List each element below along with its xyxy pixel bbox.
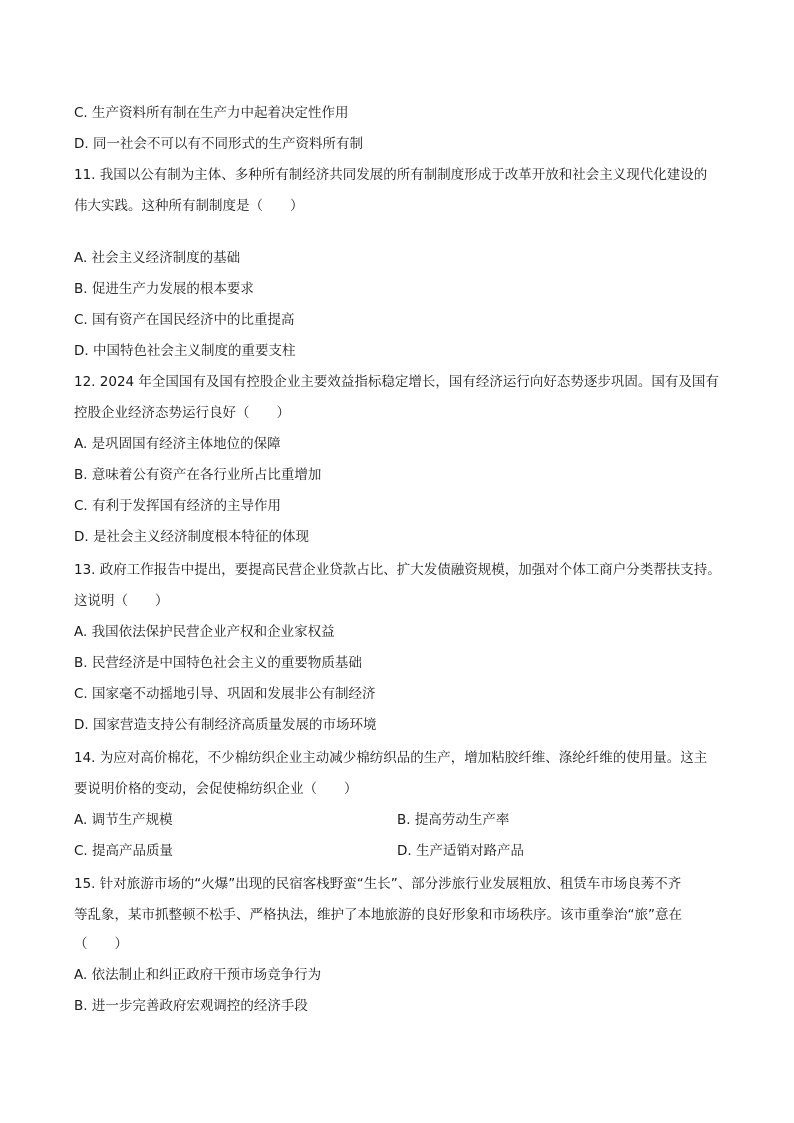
q14-option-d: D. 生产适销对路产品	[397, 843, 524, 859]
q10-option-c: C. 生产资料所有制在生产力中起着决定性作用	[74, 105, 349, 121]
q13-option-d: D. 国家营造支持公有制经济高质量发展的市场环境	[74, 717, 377, 733]
q13-stem-line2: 这说明（ ）	[74, 593, 169, 609]
q12-stem-line2: 控股企业经济态势运行良好（ ）	[74, 405, 290, 421]
q14-stem-line2: 要说明价格的变动，会促使棉纺织企业（ ）	[74, 781, 358, 797]
q14-option-b: B. 提高劳动生产率	[397, 812, 510, 828]
q15-option-a: A. 依法制止和纠正政府干预市场竞争行为	[74, 967, 322, 983]
q12-option-b: B. 意味着公有资产在各行业所占比重增加	[74, 467, 322, 483]
q11-stem-line2: 伟大实践。这种所有制制度是（ ）	[74, 198, 304, 214]
q11-option-c: C. 国有资产在国民经济中的比重提高	[74, 312, 295, 328]
q13-option-b: B. 民营经济是中国特色社会主义的重要物质基础	[74, 655, 362, 671]
q12-option-d: D. 是社会主义经济制度根本特征的体现	[74, 529, 309, 545]
q11-option-d: D. 中国特色社会主义制度的重要支柱	[74, 343, 296, 359]
q12-stem-line1: 12. 2024 年全国国有及国有控股企业主要效益指标稳定增长，国有经济运行向好态势逐步巩固。国有及国有	[74, 374, 719, 390]
q11-option-a: A. 社会主义经济制度的基础	[74, 250, 241, 266]
q15-stem-line2: 等乱象，某市抓整顿不松手、严格执法，维护了本地旅游的良好形象和市场秩序。该市重拳治“旅”意在	[74, 907, 682, 923]
q14-option-c: C. 提高产品质量	[74, 843, 174, 859]
q10-option-d: D. 同一社会不可以有不同形式的生产资料所有制	[74, 136, 363, 152]
q13-option-c: C. 国家毫不动摇地引导、巩固和发展非公有制经济	[74, 686, 376, 702]
q12-option-a: A. 是巩固国有经济主体地位的保障	[74, 436, 281, 452]
q15-stem-line3: （ ）	[74, 936, 128, 952]
q15-stem-line1: 15. 针对旅游市场的“火爆”出现的民宿客栈野蛮“生长”、部分涉旅行业发展粗放、租赁车市场良莠不齐	[74, 876, 682, 892]
q11-stem-line1: 11. 我国以公有制为主体、多种所有制经济共同发展的所有制制度形成于改革开放和社会主义现代化建设的	[74, 167, 708, 183]
q14-stem-line1: 14. 为应对高价棉花，不少棉纺织企业主动减少棉纺织品的生产，增加粘胶纤维、涤纶纤维的使用量。这主	[74, 750, 708, 766]
q11-option-b: B. 促进生产力发展的根本要求	[74, 281, 254, 297]
q13-stem-line1: 13. 政府工作报告中提出，要提高民营企业贷款占比、扩大发债融资规模，加强对个体工商户分类帮扶支持。	[74, 562, 721, 578]
q14-option-a: A. 调节生产规模	[74, 812, 173, 828]
q12-option-c: C. 有利于发挥国有经济的主导作用	[74, 498, 282, 514]
q13-option-a: A. 我国依法保护民营企业产权和企业家权益	[74, 624, 335, 640]
q15-option-b: B. 进一步完善政府宏观调控的经济手段	[74, 998, 308, 1014]
